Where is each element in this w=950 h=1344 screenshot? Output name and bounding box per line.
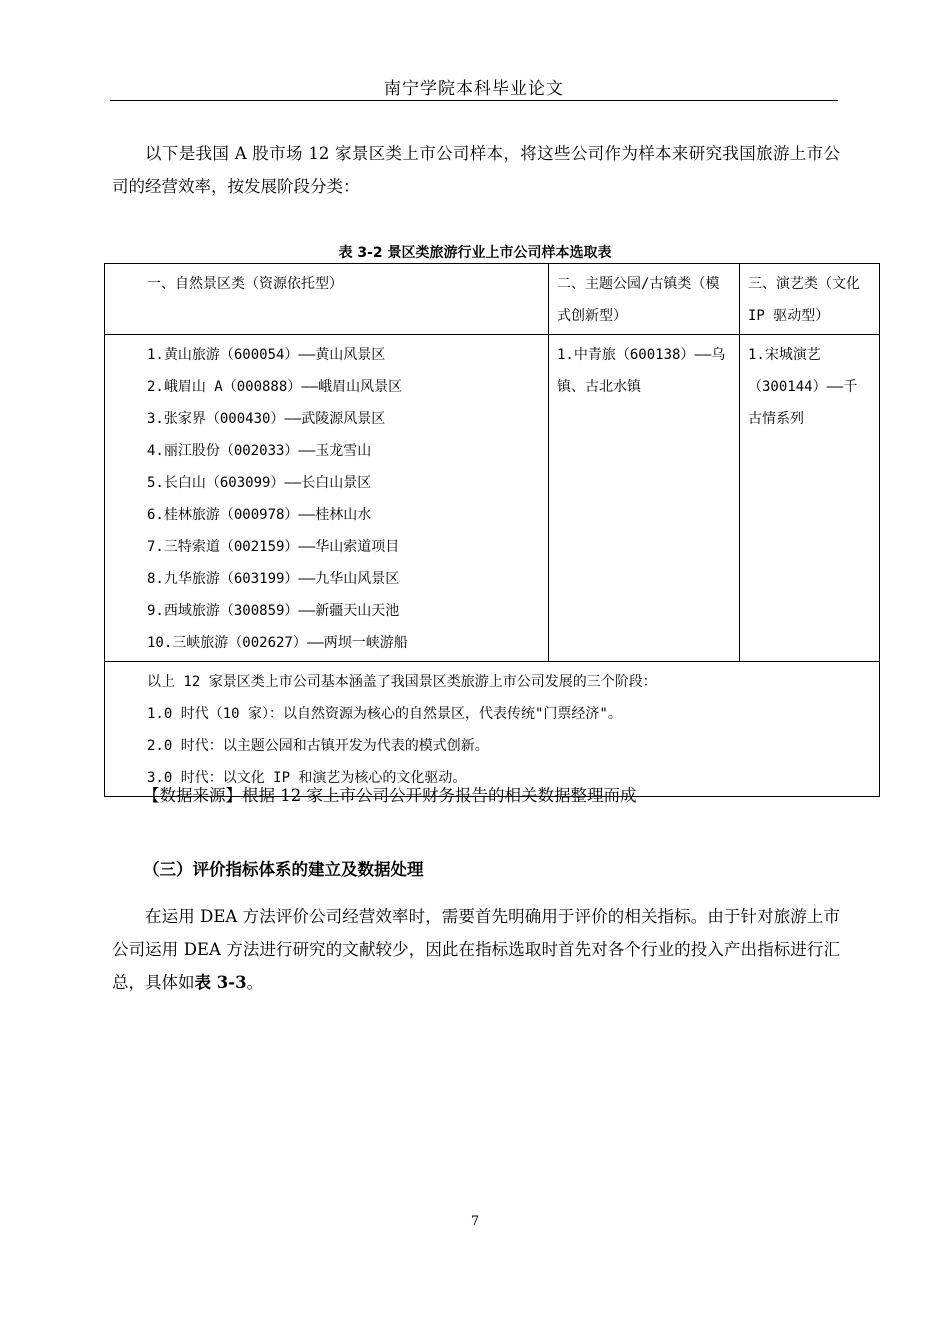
sample-table (104, 263, 880, 797)
natural-list (105, 335, 549, 662)
note-line: 3.0 时代：以文化 IP 和演艺为核心的文化驱动。 (147, 770, 467, 786)
table-notes-row (105, 662, 880, 797)
table-notes (105, 662, 880, 797)
table-caption: 表 3-2 景区类旅游行业上市公司样本选取表 (338, 245, 612, 261)
note-line: 以上 12 家景区类上市公司基本涵盖了我国景区类旅游上市公司发展的三个阶段： (147, 674, 657, 690)
page-number: 7 (470, 1214, 480, 1229)
list-item: 10.三峡旅游（002627）——两坝一峡游船 (147, 635, 408, 651)
note-line: 2.0 时代：以主题公园和古镇开发为代表的模式创新。 (147, 738, 489, 754)
list-item: 3.张家界（000430）——武陵源风景区 (147, 411, 386, 427)
theme-park-list: 1.中青旅（600138）——乌镇、古北水镇 (549, 335, 740, 662)
list-item: 2.峨眉山 A（000888）——峨眉山风景区 (147, 379, 403, 395)
list-item: 4.丽江股份（002033）——玉龙雪山 (147, 443, 372, 459)
header-rule (110, 100, 838, 101)
list-item: 1.黄山旅游（600054）——黄山风景区 (147, 347, 386, 363)
table-body-row (105, 335, 880, 662)
running-header: 南宁学院本科毕业论文 (384, 79, 564, 99)
header-performance: 三、演艺类（文化 IP 驱动型） (740, 264, 880, 335)
performance-list: 1.宋城演艺（300144）——千古情系列 (740, 335, 880, 662)
header-theme-park: 二、主题公园/古镇类（模式创新型） (549, 264, 740, 335)
section-heading: （三）评价指标体系的建立及数据处理 (143, 860, 424, 879)
intro-paragraph: 以下是我国 A 股市场 12 家景区类上市公司样本，将这些公司作为样本来研究我国旅游上市公司的经营效率，按发展阶段分类： (112, 144, 840, 196)
data-source-note: 【数据来源】根据 12 家上市公司公开财务报告的相关数据整理而成 (143, 786, 637, 805)
note-line: 1.0 时代（10 家）：以自然资源为核心的自然景区，代表传统"门票经济"。 (147, 706, 622, 722)
header-natural: 一、自然景区类（资源依托型） (105, 264, 549, 335)
list-item: 6.桂林旅游（000978）——桂林山水 (147, 507, 372, 523)
list-item: 8.九华旅游（603199）——九华山风景区 (147, 571, 400, 587)
body-text: 在运用 DEA 方法评价公司经营效率时，需要首先明确用于评价的相关指标。由于针对旅游上市公司运用 DEA 方法进行研究的文献较少，因此在指标选取时首先对各个行业的投入产出指标进行汇总，具体如 (112, 907, 840, 992)
body-paragraph (112, 900, 840, 999)
body-end: 。 (246, 973, 264, 992)
table-reference: 表 3-3 (194, 973, 247, 992)
table-header-row (105, 264, 880, 335)
list-item: 5.长白山（603099）——长白山景区 (147, 475, 372, 491)
list-item: 7.三特索道（002159）——华山索道项目 (147, 539, 400, 555)
list-item: 9.西域旅游（300859）——新疆天山天池 (147, 603, 400, 619)
